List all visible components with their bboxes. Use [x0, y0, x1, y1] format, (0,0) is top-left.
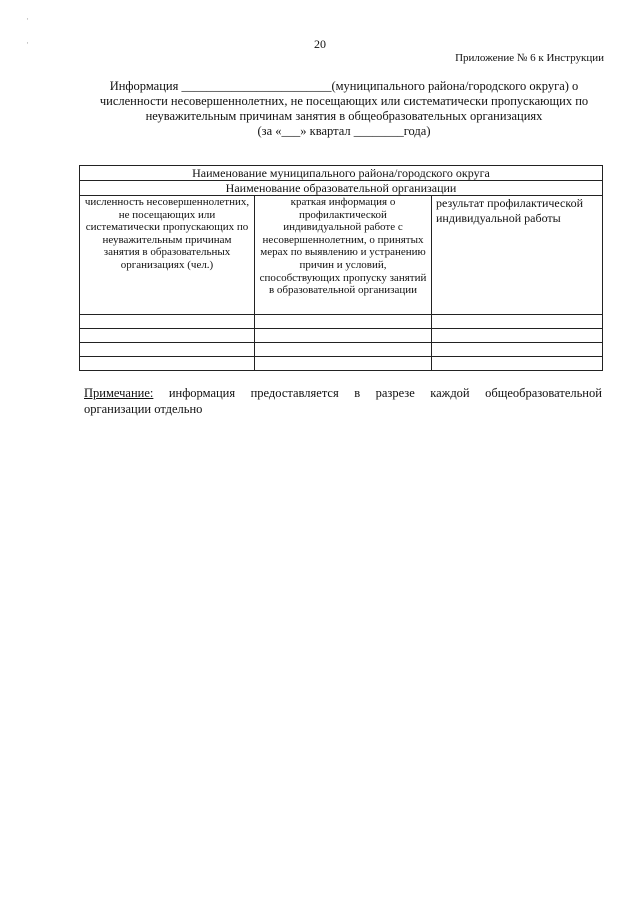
municipality-blank: ________________________	[181, 79, 332, 93]
page-number: 20	[314, 37, 326, 51]
scan-artifact-mark: ·	[26, 38, 29, 48]
document-heading	[84, 79, 604, 139]
organization-name-row: Наименование образовательной организации	[80, 181, 603, 196]
footnote-word: каждой	[430, 386, 470, 400]
table-cell	[432, 343, 603, 357]
column-header-result: результат профилактической индивидуальной работы	[432, 196, 603, 315]
footnote-word: в	[354, 386, 361, 400]
table-cell	[80, 329, 255, 343]
appendix-reference: Приложение № 6 к Инструкции	[455, 52, 604, 64]
heading-line-3: неуважительным причинам занятия в общеобразовательных организациях	[145, 109, 543, 123]
table-cell	[432, 315, 603, 329]
table-cell	[80, 343, 255, 357]
heading-line-1	[84, 79, 604, 94]
footnote-label: Примечание:	[84, 386, 154, 400]
column-header-info: краткая информация о профилактической индивидуальной работе с несовершеннолетним, о принятых мерах по выявлению и устранению причин и условий, способствующих пропуску занятий в образовательной организации	[255, 196, 432, 315]
table-cell	[255, 343, 432, 357]
footnote-word: предоставляется	[250, 386, 339, 400]
table-row	[80, 357, 603, 371]
scan-artifact-mark: ·	[26, 14, 29, 24]
column-header-count: численность несовершеннолетних, не посещающих или систематически пропускающих по неуважительным причинам занятия в образовательных организациях (чел.)	[80, 196, 255, 315]
heading-prefix: Информация	[109, 79, 179, 93]
footnote-line-1	[84, 385, 602, 401]
municipality-name-row: Наименование муниципального района/городского округа	[80, 166, 603, 181]
table-cell	[432, 329, 603, 343]
heading-suffix: (муниципального района/городского округа) о	[331, 79, 579, 93]
table-cell	[80, 315, 255, 329]
table-row	[80, 329, 603, 343]
footnote-word: общеобразовательной	[485, 386, 602, 400]
footnote-line-2: организации отдельно	[84, 402, 203, 416]
footnote-word: разрезе	[375, 386, 415, 400]
table-cell	[255, 315, 432, 329]
report-table	[79, 165, 603, 371]
heading-line-4: (за «___» квартал ________года)	[257, 124, 431, 138]
table-row	[80, 343, 603, 357]
table-cell	[432, 357, 603, 371]
heading-line-2: численности несовершеннолетних, не посещающих или систематически пропускающих по	[99, 94, 589, 108]
table-cell	[80, 357, 255, 371]
footnote	[84, 385, 602, 417]
table-cell	[255, 357, 432, 371]
table-row	[80, 315, 603, 329]
footnote-word: информация	[168, 386, 236, 400]
table-cell	[255, 329, 432, 343]
